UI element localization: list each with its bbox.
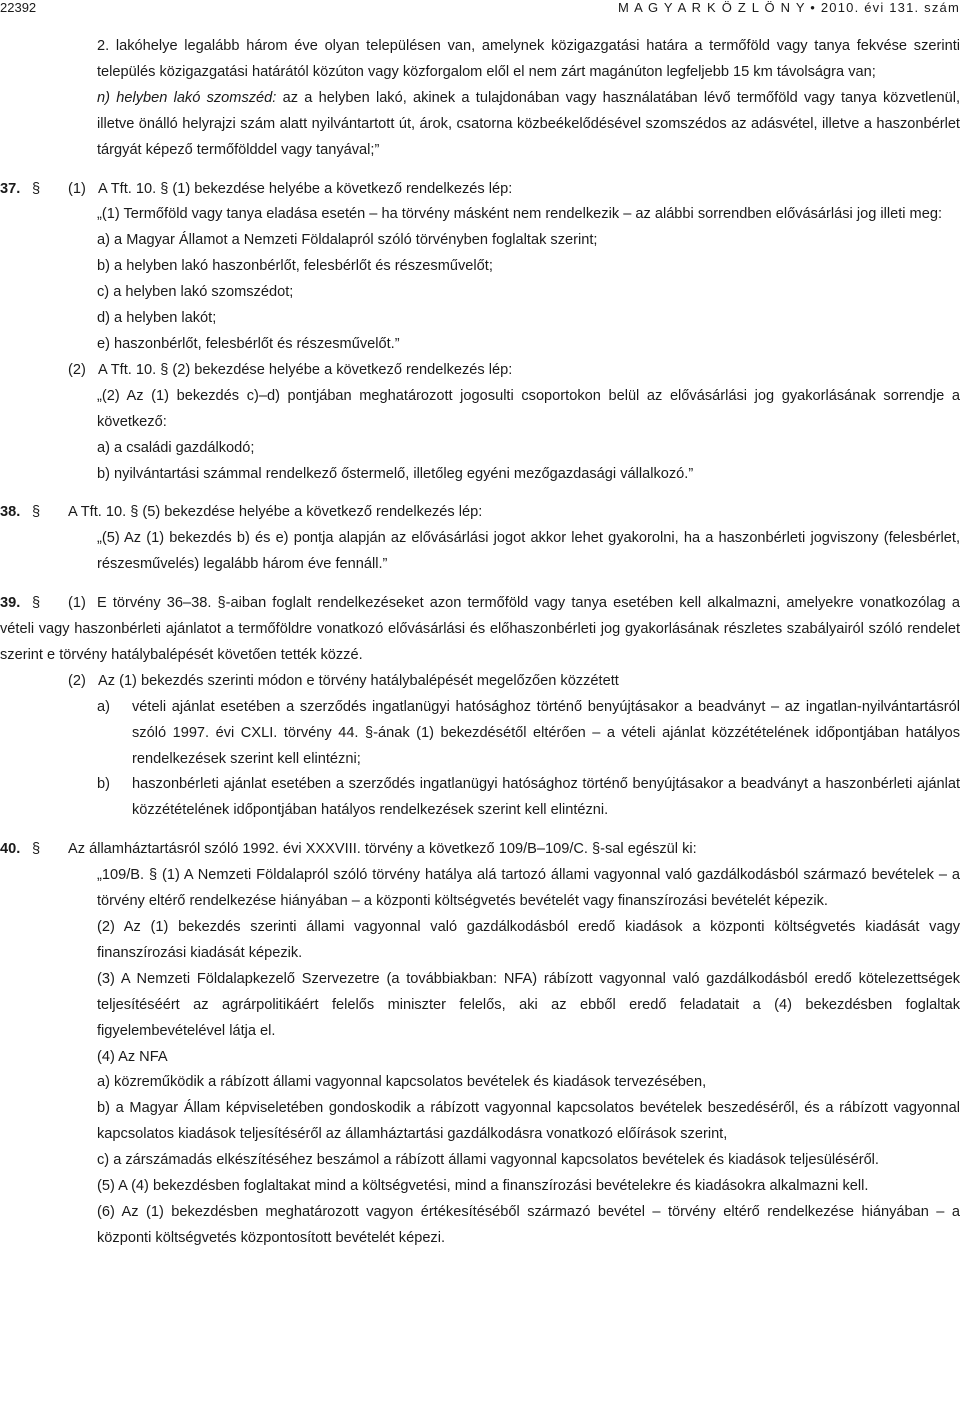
- point-n: [97, 86, 960, 164]
- list-item: a) a Magyar Államot a Nemzeti Földalapról szóló törvényben foglaltak szerint;: [97, 232, 598, 249]
- section-sign: §: [32, 504, 41, 521]
- document-body: [0, 34, 960, 1252]
- paragraph: a) közreműködik a rábízott állami vagyonnal kapcsolatos bevételek és kiadások tervezésében,: [97, 1074, 707, 1091]
- item-text: vételi ajánlat esetében a szerződés ingatlanügyi hatósághoz történő benyújtásakor a beadványt – az ingatlan-nyilvántartásról szóló 1997. évi CXLI. törvény 44. §-ának (1) bekezdésétől eltérően – a vételi ajánlat közzétételének időpontjában hatályos rendelkezések szerint kell elintézni;: [132, 698, 960, 767]
- section-38: [0, 500, 960, 526]
- paragraph: „109/B. § (1) A Nemzeti Földalapról szóló törvény hatálya alá tartozó állami vagyonnal való gazdálkodásból származó bevételek – a törvény eltérő rendelkezése hiányában – a központi költségvetés bevételét vagy finanszírozási bevételét képezik.: [97, 867, 960, 910]
- quoted-provision: „(2) Az (1) bekezdés c)–d) pontjában meghatározott jogosulti csoportokon belül az elővásárlási jog gyakorlásának sorrendje a következő:: [97, 387, 960, 430]
- section-40: [0, 837, 960, 863]
- section-number: 40.: [0, 841, 21, 858]
- section-39-sub2: [0, 669, 960, 695]
- paragraph: (6) Az (1) bekezdésben meghatározott vagyon értékesítéséből származó bevétel – törvény eltérő rendelkezése hiányában – a központi költségvetés központosított bevételét képezi.: [97, 1203, 960, 1246]
- list-item: d) a helyben lakót;: [97, 310, 217, 327]
- section-intro: Az államháztartásról szóló 1992. évi XXXVIII. törvény a következő 109/B–109/C. §-sal egészül ki:: [68, 841, 697, 858]
- paragraph: (2) Az (1) bekezdés szerinti állami vagyonnal való gazdálkodásból eredő kiadások a központi költségvetés kiadását vagy finanszírozási kiadását képezik.: [97, 919, 960, 961]
- subsection-number: (2): [68, 361, 86, 378]
- section-37-sub2: [0, 358, 960, 384]
- subsection-intro: A Tft. 10. § (2) bekezdése helyébe a következő rendelkezés lép:: [98, 361, 513, 378]
- item-letter: a): [97, 698, 110, 715]
- item-text: haszonbérleti ajánlat esetében a szerződés ingatlanügyi hatósághoz történő benyújtásakor a beadványt a haszonbérleti ajánlat közzétételének időpontjában hatályos rendelkezések szerint kell elintézni.: [132, 776, 960, 819]
- list-item: b) a helyben lakó haszonbérlőt, felesbérlőt és részesművelőt;: [97, 258, 493, 275]
- subsection-number: (1): [68, 180, 86, 197]
- section-37: [0, 177, 960, 203]
- paragraph: (5) A (4) bekezdésben foglaltakat mind a költségvetési, mind a finanszírozási bevételekre és kiadásokra alkalmazni kell.: [97, 1178, 869, 1195]
- point-2: 2. lakóhelye legalább három éve olyan településen van, amelynek közigazgatási határa a termőföld vagy tanya fekvése szerinti település közigazgatási határától közúton vagy közforgalom elől el nem zárt magánúton legfeljebb 15 km távolságra van;: [97, 38, 960, 80]
- paragraph: (3) A Nemzeti Földalapkezelő Szervezetre (a továbbiakban: NFA) rábízott vagyonnal való gazdálkodásból eredő kötelezettségek teljesítéséért az agrárpolitikáért felelős miniszter felelős, aki az ebből eredő feladatait a (4) bekezdésben foglaltak figyelembevételével látja el.: [97, 970, 960, 1039]
- list-item: c) a helyben lakó szomszédot;: [97, 284, 294, 301]
- item-letter: b): [97, 776, 110, 793]
- page-header: [0, 0, 960, 18]
- paragraph: (4) Az NFA: [97, 1048, 168, 1065]
- paragraph: c) a zárszámadás elkészítéséhez beszámol a rábízott állami vagyonnal kapcsolatos bevételek és kiadások teljesüléséről.: [97, 1152, 879, 1169]
- list-item: b) nyilvántartási számmal rendelkező őstermelő, illetőleg egyéni mezőgazdasági vállalkozó.”: [97, 465, 694, 482]
- section-sign: §: [32, 180, 41, 197]
- subsection-number: (2): [68, 672, 86, 689]
- list-item: a) a családi gazdálkodó;: [97, 439, 255, 456]
- subsection-text: E törvény 36–38. §-aiban foglalt rendelkezéseket azon termőföld vagy tanya esetében kell alkalmazni, amelyekre vonatkozólag a vételi vagy haszonbérleti ajánlatot a termőföldre vonatkozó elővásárlási és előhaszonbérleti jog gyakorlásának részletes szabályairól szóló rendelet szerint e törvény hatálybalépését követően tették közzé.: [0, 595, 960, 663]
- list-item: e) haszonbérlőt, felesbérlőt és részesművelőt.”: [97, 335, 400, 352]
- list-item: [97, 772, 960, 824]
- page-number: 22392: [0, 0, 37, 15]
- section-intro: A Tft. 10. § (5) bekezdése helyébe a következő rendelkezés lép:: [68, 504, 483, 521]
- section-sign: §: [32, 595, 41, 612]
- section-number: 39.: [0, 595, 21, 612]
- section-number: 38.: [0, 504, 21, 521]
- journal-title: M A G Y A R K Ö Z L Ö N Y • 2010. évi 131. szám: [617, 0, 960, 15]
- paragraph: b) a Magyar Állam képviseletében gondoskodik a rábízott vagyonnal kapcsolatos bevételek beszedéséről, és a rábízott vagyonnal kapcsolatos kiadások teljesítéséről az államháztartási gazdálkodásra vonatkozó előírások szerint,: [97, 1100, 960, 1143]
- point-n-text: az a helyben lakó, akinek a tulajdonában vagy használatában lévő termőföld vagy tanya közvetlenül, illetve önálló helyrajzi szám alatt nyilvántartott út, árok, csatorna közbeékelődésével szomszédos az adásvétel, illetve a haszonbérlet tárgyát képező termőfölddel vagy tanyával;”: [97, 89, 960, 158]
- section-sign: §: [32, 841, 41, 858]
- subsection-intro: Az (1) bekezdés szerinti módon e törvény hatálybalépését megelőzően közzétett: [98, 672, 619, 689]
- quoted-provision: „(1) Termőföld vagy tanya eladása esetén – ha törvény másként nem rendelkezik – az alábbi sorrendben elővásárlási jog illeti meg:: [97, 206, 943, 223]
- subsection-intro: A Tft. 10. § (1) bekezdése helyébe a következő rendelkezés lép:: [98, 180, 513, 197]
- subsection-number: (1): [68, 595, 86, 612]
- section-number: 37.: [0, 180, 21, 197]
- point-n-label: n) helyben lakó szomszéd:: [97, 89, 277, 106]
- quoted-provision: „(5) Az (1) bekezdés b) és e) pontja alapján az elővásárlási jogot akkor lehet gyakorolni, ha a haszonbérleti jogviszony (felesbérlet, részesművelés) legalább három éve fennáll.”: [97, 530, 960, 573]
- list-item: [97, 695, 960, 773]
